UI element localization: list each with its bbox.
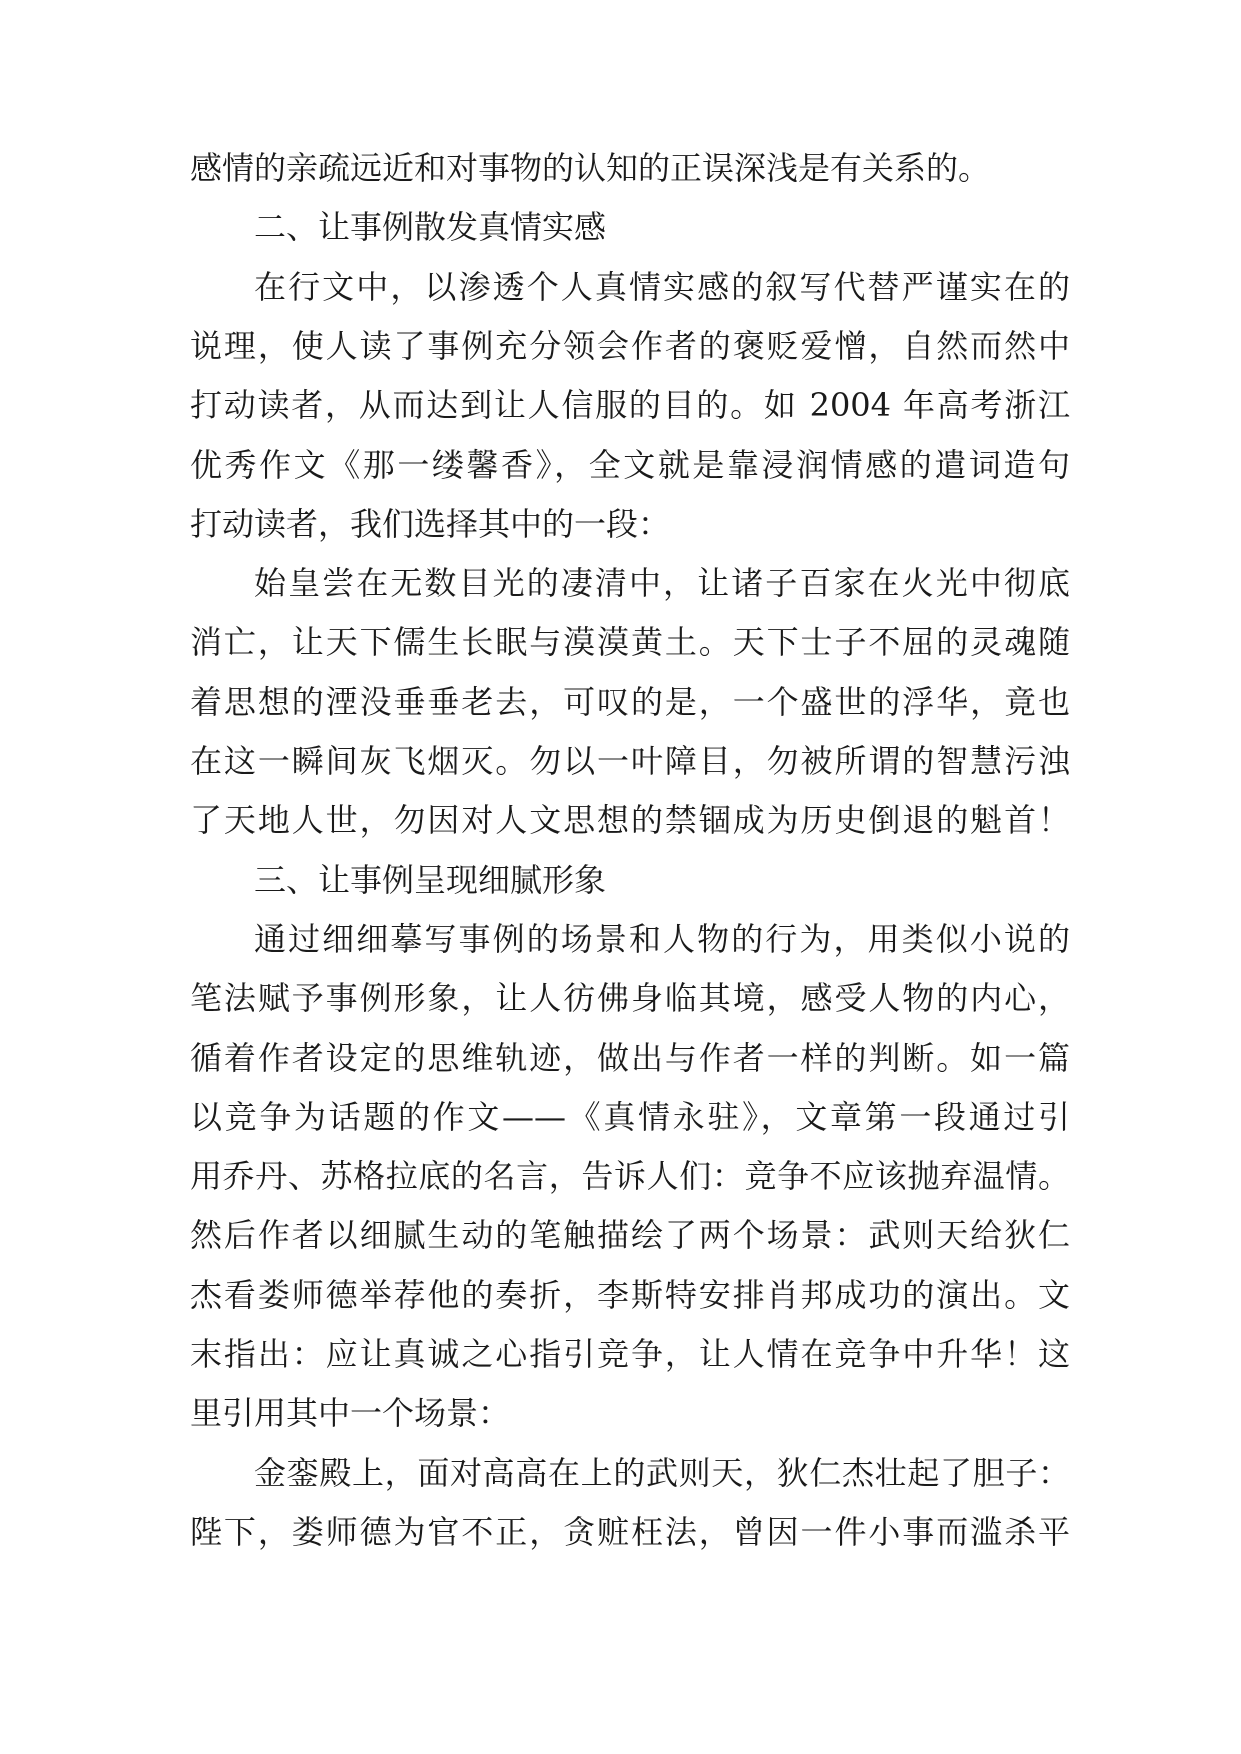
text-line: 打动读者，从而达到让人信服的目的。如 2004 年高考浙江 [190, 386, 1070, 425]
text-line: 二、让事例散发真情实感 [254, 208, 607, 247]
text-line: 感情的亲疏远近和对事物的认知的正误深浅是有关系的。 [190, 149, 991, 187]
text-line: 优秀作文《那一缕馨香》，全文就是靠浸润情感的遣词造句 [190, 445, 1070, 484]
text-line: 金銮殿上，面对高高在上的武则天，狄仁杰壮起了胆子： [254, 1453, 1070, 1492]
text-line: 在行文中，以渗透个人真情实感的叙写代替严谨实在的 [254, 267, 1070, 306]
text-line: 三、让事例呈现细腻形象 [254, 860, 607, 899]
text-line: 通过细细摹写事例的场景和人物的行为，用类似小说的 [254, 919, 1070, 958]
text-line: 着思想的湮没垂垂老去，可叹的是，一个盛世的浮华，竟也 [190, 682, 1070, 721]
text-line: 里引用其中一个场景： [190, 1394, 511, 1433]
text-line: 始皇尝在无数目光的凄清中，让诸子百家在火光中彻底 [254, 564, 1070, 603]
text-line: 说理，使人读了事例充分领会作者的褒贬爱憎，自然而然中 [190, 326, 1070, 365]
text-line: 打动读者，我们选择其中的一段： [190, 504, 671, 543]
text-line: 末指出：应让真诚之心指引竞争，让人情在竞争中升华！这 [190, 1335, 1070, 1373]
text-line: 杰看娄师德举荐他的奏折，李斯特安排肖邦成功的演出。文 [190, 1275, 1070, 1314]
text-line: 笔法赋予事例形象，让人彷佛身临其境，感受人物的内心， [190, 979, 1070, 1018]
text-line: 然后作者以细腻生动的笔触描绘了两个场景：武则天给狄仁 [190, 1216, 1070, 1255]
text-line: 消亡，让天下儒生长眠与漠漠黄土。天下士子不屈的灵魂随 [190, 623, 1070, 662]
text-line: 了天地人世，勿因对人文思想的禁锢成为历史倒退的魁首！ [190, 801, 1070, 840]
text-line: 用乔丹、苏格拉底的名言，告诉人们：竞争不应该抛弃温情。 [190, 1157, 1070, 1196]
text-line: 在这一瞬间灰飞烟灭。勿以一叶障目，勿被所谓的智慧污浊 [190, 742, 1070, 780]
text-line: 以竞争为话题的作文——《真情永驻》，文章第一段通过引 [190, 1097, 1070, 1136]
text-line: 陛下，娄师德为官不正，贪赃枉法，曾因一件小事而滥杀平 [190, 1512, 1070, 1551]
text-line: 循着作者设定的思维轨迹，做出与作者一样的判断。如一篇 [190, 1038, 1070, 1077]
